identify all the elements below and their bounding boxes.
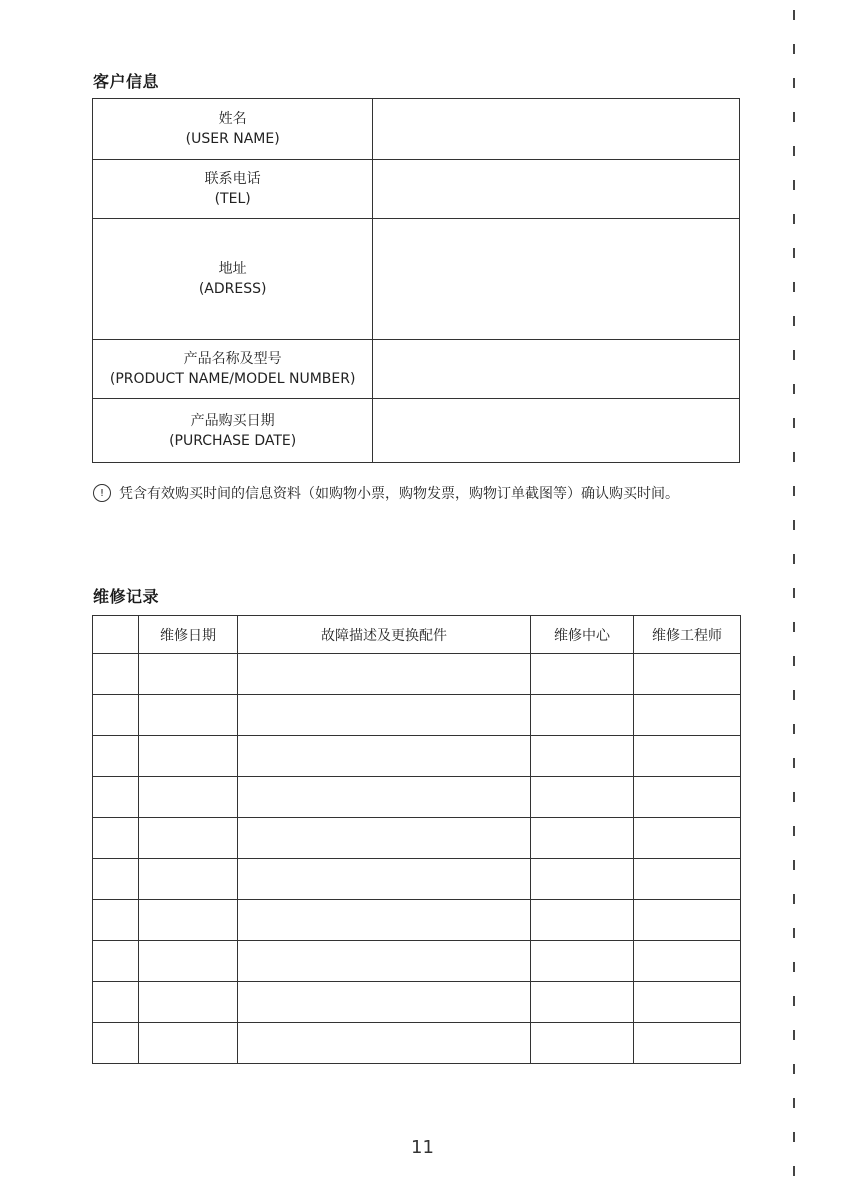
table-cell[interactable] (634, 941, 741, 982)
table-cell[interactable] (531, 654, 634, 695)
col-header-repair-engineer: 维修工程师 (634, 616, 741, 654)
field-label-en: (ADRESS) (198, 281, 267, 297)
table-cell[interactable] (238, 859, 531, 900)
table-cell[interactable] (93, 900, 139, 941)
table-row (93, 982, 741, 1023)
table-row (93, 941, 741, 982)
table-cell[interactable] (531, 859, 634, 900)
field-label-en: (PURCHASE DATE) (169, 432, 297, 449)
table-row (93, 900, 741, 941)
table-cell[interactable] (238, 941, 531, 982)
field-label-user-name (93, 99, 373, 160)
table-row (93, 695, 741, 736)
page-number: 11 (411, 1137, 434, 1158)
table-cell[interactable] (634, 654, 741, 695)
field-label-purchase-date (93, 399, 373, 463)
product-model-field[interactable] (373, 340, 740, 399)
table-row (93, 99, 740, 160)
table-cell[interactable] (238, 900, 531, 941)
col-header-repair-date: 维修日期 (139, 616, 238, 654)
purchase-time-note (93, 483, 679, 503)
table-cell[interactable] (634, 982, 741, 1023)
table-cell[interactable] (238, 777, 531, 818)
table-cell[interactable] (139, 941, 238, 982)
table-row (93, 859, 741, 900)
field-label-en: (TEL) (214, 191, 251, 207)
tel-field[interactable] (373, 160, 740, 219)
table-row (93, 654, 741, 695)
table-cell[interactable] (634, 1023, 741, 1064)
table-cell[interactable] (531, 818, 634, 859)
col-header-repair-center: 维修中心 (531, 616, 634, 654)
table-cell[interactable] (531, 982, 634, 1023)
table-cell[interactable] (139, 818, 238, 859)
table-cell[interactable] (634, 818, 741, 859)
table-cell[interactable] (634, 859, 741, 900)
table-cell[interactable] (93, 818, 139, 859)
field-label-cn: 联系电话 (204, 171, 261, 187)
table-row (93, 340, 740, 399)
table-cell[interactable] (139, 736, 238, 777)
table-cell[interactable] (139, 859, 238, 900)
field-label-cn: 产品购买日期 (190, 412, 275, 429)
address-field[interactable] (373, 219, 740, 340)
table-cell[interactable] (93, 1023, 139, 1064)
table-cell[interactable] (531, 1023, 634, 1064)
exclamation-circle-icon: ! (93, 484, 111, 502)
field-label-cn: 产品名称及型号 (183, 351, 282, 367)
table-cell[interactable] (93, 777, 139, 818)
table-header-row (93, 616, 741, 654)
table-cell[interactable] (139, 982, 238, 1023)
table-cell[interactable] (139, 777, 238, 818)
field-label-product-model (93, 340, 373, 399)
table-cell[interactable] (634, 736, 741, 777)
col-header-fault-description: 故障描述及更换配件 (238, 616, 531, 654)
table-cell[interactable] (93, 859, 139, 900)
table-cell[interactable] (238, 736, 531, 777)
user-name-field[interactable] (373, 99, 740, 160)
field-label-en: (PRODUCT NAME/MODEL NUMBER) (109, 371, 356, 387)
table-cell[interactable] (238, 695, 531, 736)
field-label-address (93, 219, 373, 340)
table-cell[interactable] (93, 941, 139, 982)
table-cell[interactable] (139, 900, 238, 941)
table-cell[interactable] (139, 654, 238, 695)
table-row (93, 160, 740, 219)
repair-record-table (92, 615, 741, 1064)
table-cell[interactable] (139, 695, 238, 736)
table-cell[interactable] (238, 1023, 531, 1064)
field-label-en: (USER NAME) (185, 131, 280, 147)
table-cell[interactable] (238, 982, 531, 1023)
customer-info-title: 客户信息 (93, 72, 160, 91)
table-cell[interactable] (531, 900, 634, 941)
table-cell[interactable] (531, 695, 634, 736)
table-row (93, 1023, 741, 1064)
field-label-cn: 地址 (218, 261, 247, 277)
table-cell[interactable] (93, 982, 139, 1023)
table-row (93, 818, 741, 859)
table-cell[interactable] (634, 777, 741, 818)
table-row (93, 736, 741, 777)
table-cell[interactable] (531, 736, 634, 777)
field-label-cn: 姓名 (218, 111, 247, 127)
repair-record-title: 维修记录 (93, 587, 160, 606)
table-cell[interactable] (238, 654, 531, 695)
table-cell[interactable] (139, 1023, 238, 1064)
field-label-tel (93, 160, 373, 219)
col-header-index (93, 616, 139, 654)
table-cell[interactable] (531, 941, 634, 982)
table-cell[interactable] (238, 818, 531, 859)
table-cell[interactable] (93, 736, 139, 777)
table-row (93, 219, 740, 340)
table-cell[interactable] (531, 777, 634, 818)
note-text: 凭含有效购买时间的信息资料（如购物小票，购物发票，购物订单截图等）确认购买时间。 (119, 486, 679, 502)
purchase-date-field[interactable] (373, 399, 740, 463)
customer-info-table (92, 98, 740, 463)
table-row (93, 399, 740, 463)
dashed-cut-line (793, 10, 795, 1185)
table-row (93, 777, 741, 818)
table-cell[interactable] (93, 654, 139, 695)
table-cell[interactable] (93, 695, 139, 736)
table-cell[interactable] (634, 695, 741, 736)
table-cell[interactable] (634, 900, 741, 941)
